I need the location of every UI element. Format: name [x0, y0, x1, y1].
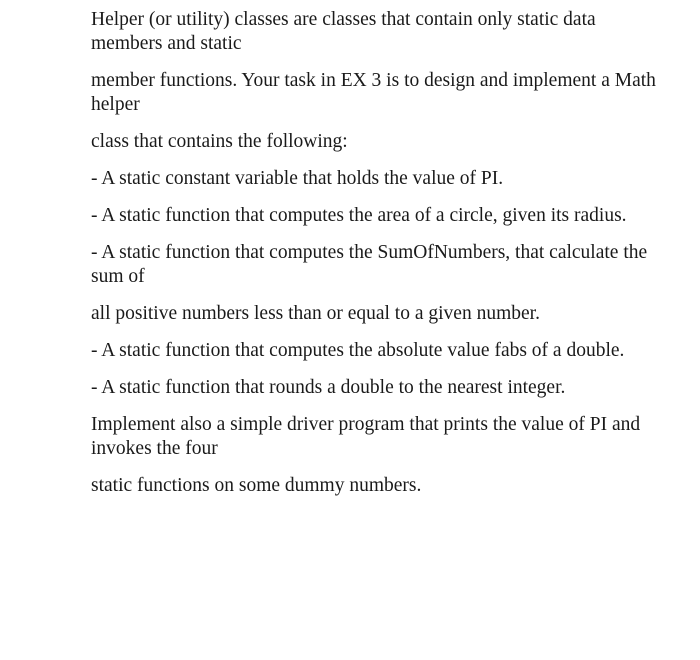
paragraph-driver-continuation: static functions on some dummy numbers. — [91, 475, 422, 496]
list-item-pi-constant: - A static constant variable that holds the value of PI. — [91, 168, 504, 189]
paragraph-driver: Implement also a simple driver program that prints the value of PI and invokes the four — [91, 414, 641, 459]
paragraph-task: member functions. Your task in EX 3 is to design and implement a Math helper — [91, 70, 656, 115]
document-body — [91, 8, 671, 511]
list-item-circle-area: - A static function that computes the area of a circle, given its radius. — [91, 205, 627, 226]
list-item-fabs: - A static function that computes the absolute value fabs of a double. — [91, 340, 625, 361]
list-item-round: - A static function that rounds a double to the nearest integer. — [91, 377, 566, 398]
paragraph-intro: Helper (or utility) classes are classes that contain only static data members and static — [91, 9, 596, 54]
paragraph-contains: class that contains the following: — [91, 131, 348, 152]
list-item-sum-of-numbers: - A static function that computes the SumOfNumbers, that calculate the sum of — [91, 242, 648, 287]
paragraph-sum-continuation: all positive numbers less than or equal to a given number. — [91, 303, 540, 324]
